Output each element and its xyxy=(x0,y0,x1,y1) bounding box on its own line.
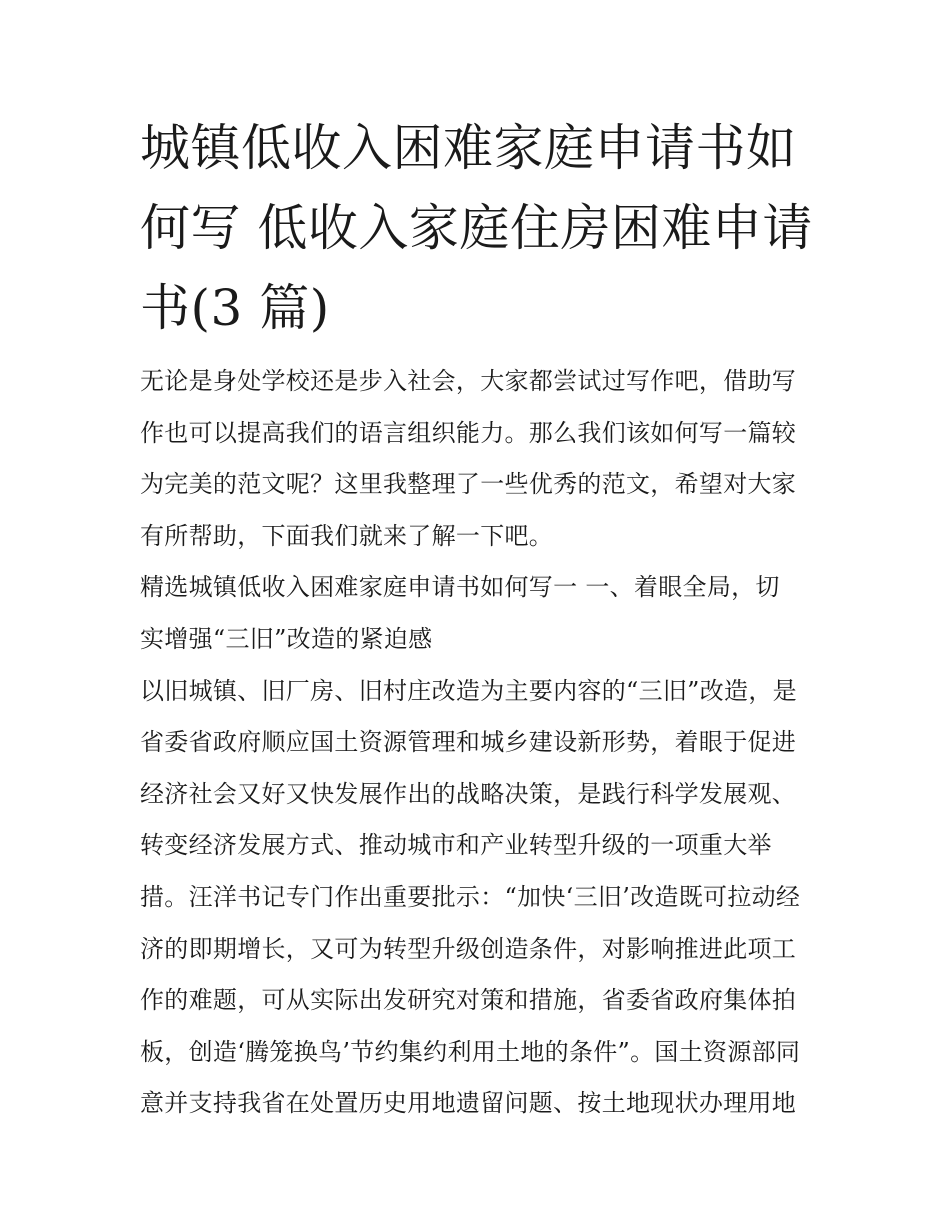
paragraph-line: 转变经济发展方式、推动城市和产业转型升级的一项重大举 xyxy=(140,831,772,860)
paragraph-line: 板，创造‘腾笼换鸟’节约集约利用土地的条件”。国土资源部同 xyxy=(140,1037,801,1066)
section-heading-line: 实增强“三旧”改造的紧迫感 xyxy=(140,624,433,653)
paragraph-line: 意并支持我省在处置历史用地遗留问题、按土地现状办理用地 xyxy=(140,1089,797,1118)
paragraph-line: 为完美的范文呢？这里我整理了一些优秀的范文，希望对大家 xyxy=(140,470,797,499)
paragraph-line: 作也可以提高我们的语言组织能力。那么我们该如何写一篇较 xyxy=(140,418,797,447)
paragraph-line: 经济社会又好又快发展作出的战略决策，是践行科学发展观、 xyxy=(140,779,797,808)
title-line: 城镇低收入困难家庭申请书如 xyxy=(140,119,797,177)
paragraph-line: 作的难题，可从实际出发研究对策和措施，省委省政府集体拍 xyxy=(140,986,797,1015)
title-line: 书(3 篇) xyxy=(140,279,330,337)
section-heading-line: 精选城镇低收入困难家庭申请书如何写一 一、着眼全局，切 xyxy=(140,573,780,602)
paragraph-line: 省委省政府顺应国土资源管理和城乡建设新形势，着眼于促进 xyxy=(140,728,797,757)
paragraph-line: 济的即期增长，又可为转型升级创造条件，对影响推进此项工 xyxy=(140,934,797,963)
document-title xyxy=(140,108,820,348)
title-line: 何写 低收入家庭住房困难申请 xyxy=(140,199,813,257)
paragraph-line: 措。汪洋书记专门作出重要批示：“加快‘三旧’改造既可拉动经 xyxy=(140,882,801,911)
paragraph-line: 有所帮助，下面我们就来了解一下吧。 xyxy=(140,521,554,550)
paragraph-line: 无论是身处学校还是步入社会，大家都尝试过写作吧，借助写 xyxy=(140,367,797,395)
document-body xyxy=(140,356,830,1130)
paragraph-line: 以旧城镇、旧厂房、旧村庄改造为主要内容的“三旧”改造，是 xyxy=(140,676,797,705)
